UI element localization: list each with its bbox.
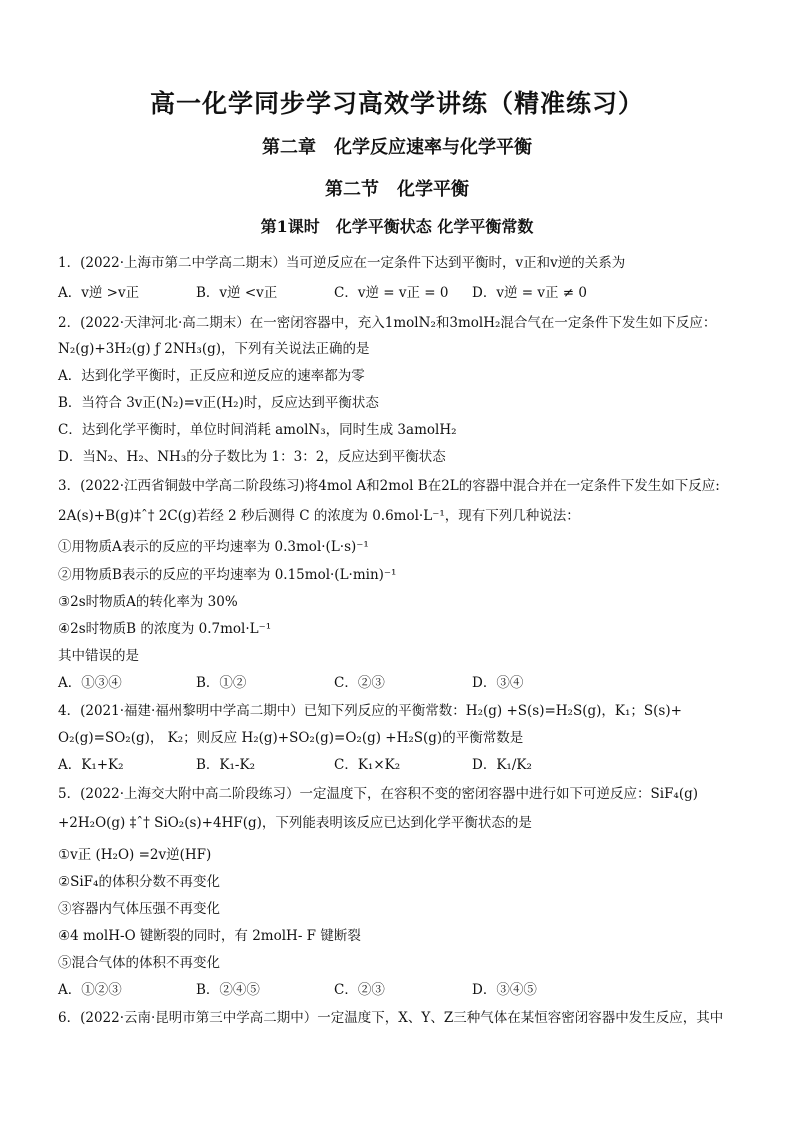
lesson-heading: 第1课时 化学平衡状态 化学平衡常数 [260, 217, 534, 236]
q2-option-c: C．达到化学平衡时，单位时间消耗 amolN₃，同时生成 3amolH₂ [58, 422, 457, 438]
q3-statement-3: ③2s时物质A的转化率为 30% [58, 594, 238, 610]
page-title: 高一化学同步学习高效学讲练（精准练习） [149, 89, 644, 118]
q1-option-d: D．v逆 = v正 ≠ 0 [472, 285, 587, 301]
q5-option-c: C．②③ [334, 982, 385, 998]
question-6-stem: 6．(2022·云南·昆明市第三中学高二期中）一定温度下，X、Y、Z三种气体在某恒容密闭容器中发生反应，其中 [58, 1010, 724, 1026]
question-4-stem-line2: O₂(g)=SO₂(g)， K₂；则反应 H₂(g)+SO₂(g)=O₂(g) +H₂S(g)的平衡常数是 [58, 730, 524, 746]
q5-statement-1: ①v正 (H₂O) =2v逆(HF) [58, 847, 212, 863]
q2-option-b: B．当符合 3v正(N₂)=v正(H₂)时，反应达到平衡状态 [58, 395, 379, 411]
q1-option-b: B．v逆 <v正 [196, 285, 278, 301]
question-2-stem-line2: N₂(g)+3H₂(g) ƒ 2NH₃(g)，下列有关说法正确的是 [58, 341, 370, 357]
q2-option-d: D．当N₂、H₂、NH₃的分子数比为 1：3：2，反应达到平衡状态 [58, 449, 446, 465]
question-3-stem: 3．(2022·江西省铜鼓中学高二阶段练习)将4mol A和2mol B在2L的容器中混合并在一定条件下发生如下反应: [58, 478, 720, 494]
q4-option-b: B．K₁-K₂ [196, 757, 255, 773]
question-5-stem: 5．(2022·上海交大附中高二阶段练习）一定温度下，在容积不变的密闭容器中进行如下可逆反应：SiF₄(g) [58, 786, 699, 802]
q4-option-c: C．K₁×K₂ [334, 757, 401, 773]
q4-option-a: A．K₁+K₂ [58, 757, 124, 773]
q3-statement-4: ④2s时物质B 的浓度为 0.7mol·L⁻¹ [58, 621, 272, 637]
q5-statement-2: ②SiF₄的体积分数不再变化 [58, 874, 220, 890]
q3-prompt: 其中错误的是 [58, 648, 139, 664]
q5-option-a: A．①②③ [58, 982, 122, 998]
q1-option-a: A．v逆 >v正 [58, 285, 140, 301]
question-5-stem-line2: +2H₂O(g) ‡ˆ† SiO₂(s)+4HF(g)，下列能表明该反应已达到化学平衡状态的是 [58, 815, 532, 831]
q3-option-c: C．②③ [334, 675, 385, 691]
q2-option-a: A．达到化学平衡时，正反应和逆反应的速率都为零 [58, 368, 365, 384]
q5-statement-5: ⑤混合气体的体积不再变化 [58, 955, 220, 971]
chapter-heading: 第二章 化学反应速率与化学平衡 [262, 137, 532, 158]
q3-statement-2: ②用物质B表示的反应的平均速率为 0.15mol·(L·min)⁻¹ [58, 567, 397, 583]
q3-option-a: A．①③④ [58, 675, 122, 691]
q3-statement-1: ①用物质A表示的反应的平均速率为 0.3mol·(L·s)⁻¹ [58, 539, 369, 555]
question-3-stem-line2: 2A(s)+B(g)‡ˆ† 2C(g)若经 2 秒后测得 C 的浓度为 0.6mol·L⁻¹，现有下列几种说法： [58, 508, 580, 524]
q3-option-d: D．③④ [472, 675, 524, 691]
q5-statement-4: ④4 molH-O 键断裂的同时，有 2molH- F 键断裂 [58, 928, 361, 944]
section-heading: 第二节 化学平衡 [325, 179, 469, 200]
question-1-stem: 1．(2022·上海市第二中学高二期末）当可逆反应在一定条件下达到平衡时，v正和v逆的关系为 [58, 255, 626, 271]
q1-option-c: C．v逆 = v正 = 0 [334, 285, 449, 301]
q5-statement-3: ③容器内气体压强不再变化 [58, 901, 220, 917]
question-4-stem: 4．(2021·福建·福州黎明中学高二期中）已知下列反应的平衡常数：H₂(g) +S(s)=H₂S(g)，K₁；S(s)+ [58, 703, 682, 719]
q5-option-b: B．②④⑤ [196, 982, 260, 998]
q5-option-d: D．③④⑤ [472, 982, 537, 998]
q4-option-d: D．K₁/K₂ [472, 757, 532, 773]
q3-option-b: B．①② [196, 675, 247, 691]
question-2-stem: 2．(2022·天津河北·高二期末）在一密闭容器中，充入1molN₂和3molH₂混合气在一定条件下发生如下反应： [58, 315, 717, 331]
